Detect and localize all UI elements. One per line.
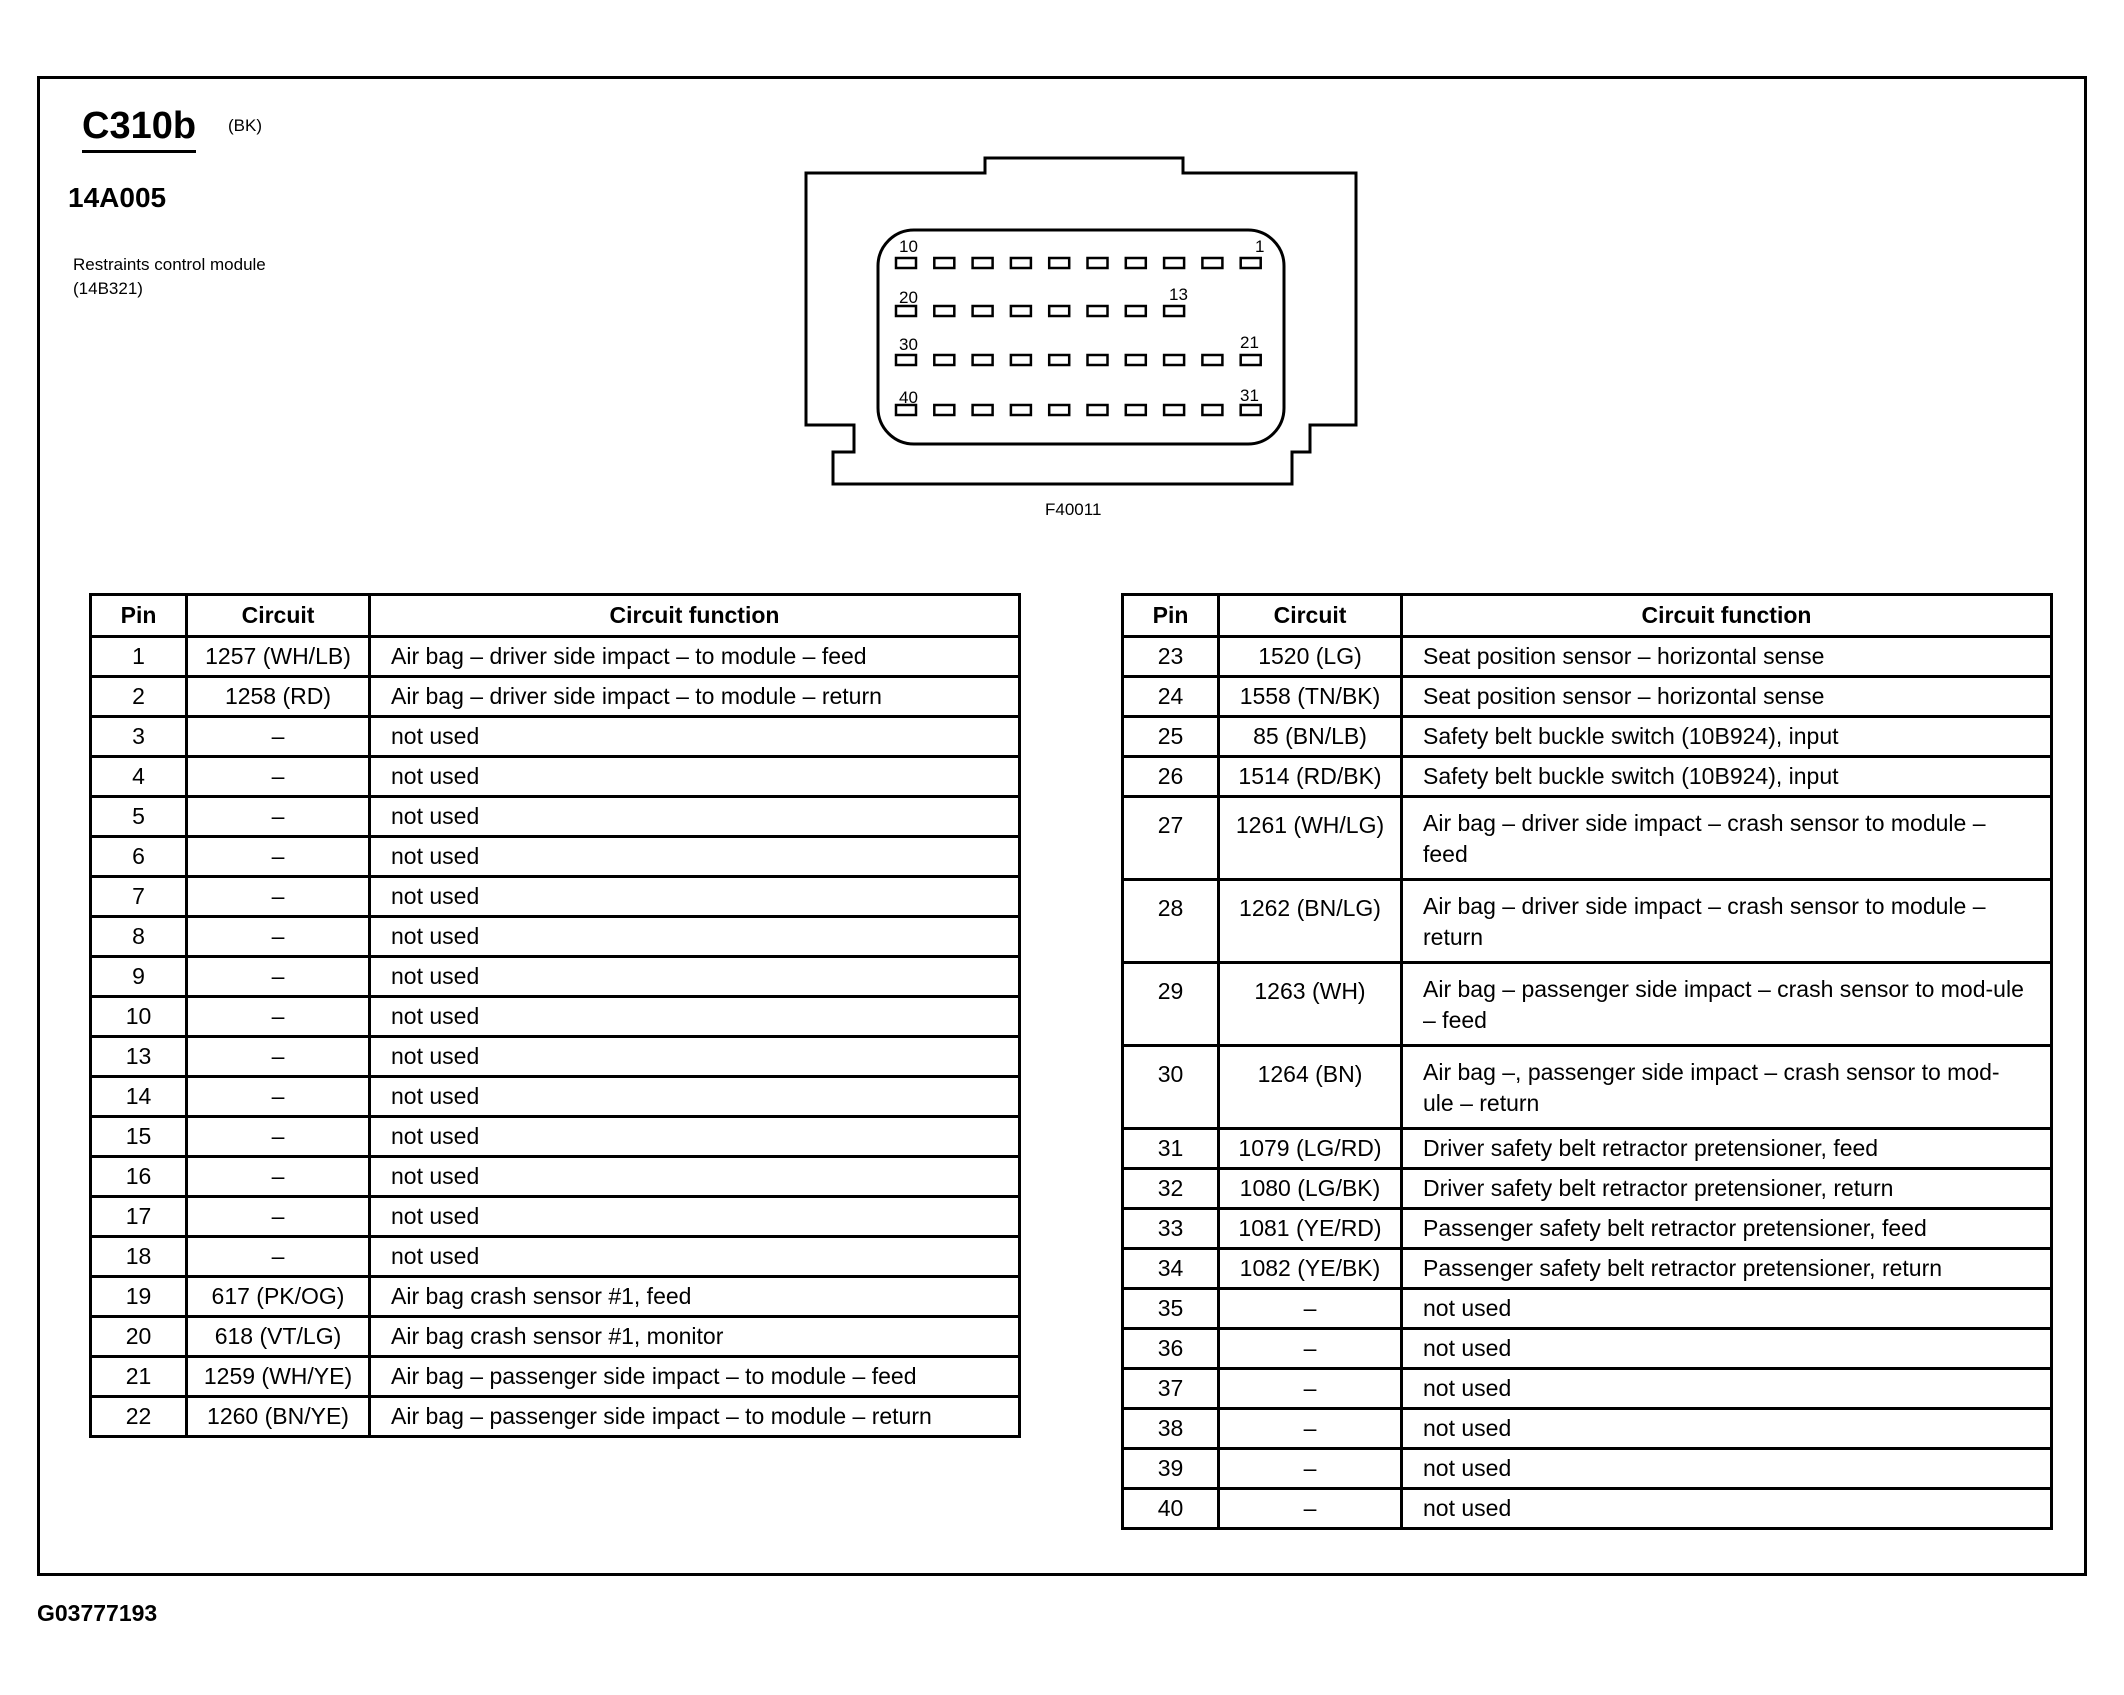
pin-cell: 18: [91, 1237, 187, 1277]
pin-terminal: [1011, 405, 1031, 415]
pin-cell: 28: [1123, 880, 1219, 963]
connector-name: C310b: [82, 104, 196, 153]
function-cell: not used: [370, 797, 1020, 837]
function-cell: Air bag – passenger side impact – to module – feed: [370, 1357, 1020, 1397]
table-row: [91, 1317, 1020, 1357]
table-header-row: [91, 595, 1020, 637]
pin-terminal: [1241, 405, 1261, 415]
circuit-cell: 1257 (WH/LB): [187, 637, 370, 677]
row-label-right: 31: [1240, 386, 1259, 405]
table-row: [91, 797, 1020, 837]
pin-terminal: [934, 355, 954, 365]
table-row: [1123, 1489, 2052, 1529]
table-row: [1123, 677, 2052, 717]
function-cell: not used: [1402, 1489, 2052, 1529]
circuit-cell: 1079 (LG/RD): [1219, 1129, 1402, 1169]
table-row: [91, 1037, 1020, 1077]
circuit-cell: 1264 (BN): [1219, 1046, 1402, 1129]
pin-cell: 6: [91, 837, 187, 877]
pin-terminal: [973, 355, 993, 365]
pin-terminal: [1164, 355, 1184, 365]
module-description: Restraints control module (14B321): [73, 255, 266, 298]
pin-terminals: [896, 258, 1261, 415]
pin-cell: 2: [91, 677, 187, 717]
table-row: [91, 637, 1020, 677]
pin-cell: 35: [1123, 1289, 1219, 1329]
header-function: Circuit function: [370, 595, 1020, 637]
pin-terminal: [1049, 258, 1069, 268]
circuit-cell: –: [1219, 1289, 1402, 1329]
function-cell: Air bag – driver side impact – crash sensor to module – feed: [1402, 797, 2052, 880]
pin-terminal: [1088, 258, 1108, 268]
pin-terminal: [973, 258, 993, 268]
table-row: [91, 1197, 1020, 1237]
pin-terminal: [973, 405, 993, 415]
circuit-cell: –: [187, 957, 370, 997]
table-row: [1123, 963, 2052, 1046]
function-cell: not used: [1402, 1289, 2052, 1329]
table-row: [1123, 1209, 2052, 1249]
header-pin: Pin: [91, 595, 187, 637]
pin-cell: 13: [91, 1037, 187, 1077]
table-row: [91, 877, 1020, 917]
function-cell: Passenger safety belt retractor pretensioner, return: [1402, 1249, 2052, 1289]
function-cell: not used: [1402, 1409, 2052, 1449]
pin-cell: 27: [1123, 797, 1219, 880]
pin-cell: 19: [91, 1277, 187, 1317]
pin-terminal: [1241, 258, 1261, 268]
pin-cell: 36: [1123, 1329, 1219, 1369]
row-label-left: 40: [899, 388, 918, 407]
circuit-cell: –: [187, 1077, 370, 1117]
table-row: [91, 717, 1020, 757]
pin-cell: 32: [1123, 1169, 1219, 1209]
pin-terminal: [1011, 355, 1031, 365]
pin-terminal: [1049, 355, 1069, 365]
pin-cell: 38: [1123, 1409, 1219, 1449]
row-label-right: 13: [1169, 285, 1188, 304]
pin-cell: 15: [91, 1117, 187, 1157]
function-cell: Air bag – passenger side impact – to module – return: [370, 1397, 1020, 1437]
circuit-cell: 1263 (WH): [1219, 963, 1402, 1046]
pin-terminal: [1164, 306, 1184, 316]
circuit-cell: 85 (BN/LB): [1219, 717, 1402, 757]
table-row: [91, 1077, 1020, 1117]
circuit-cell: –: [1219, 1449, 1402, 1489]
header-function: Circuit function: [1402, 595, 2052, 637]
circuit-cell: 1259 (WH/YE): [187, 1357, 370, 1397]
function-cell: Air bag – driver side impact – to module – feed: [370, 637, 1020, 677]
function-cell: not used: [370, 1037, 1020, 1077]
circuit-cell: 1261 (WH/LG): [1219, 797, 1402, 880]
circuit-cell: 618 (VT/LG): [187, 1317, 370, 1357]
table-row: [91, 1237, 1020, 1277]
circuit-cell: –: [1219, 1409, 1402, 1449]
pin-terminal: [934, 405, 954, 415]
pin-terminal: [1126, 355, 1146, 365]
circuit-cell: 1262 (BN/LG): [1219, 880, 1402, 963]
pin-terminal: [1126, 306, 1146, 316]
pin-cell: 37: [1123, 1369, 1219, 1409]
pin-cell: 21: [91, 1357, 187, 1397]
pin-cell: 5: [91, 797, 187, 837]
function-cell: Passenger safety belt retractor pretensioner, feed: [1402, 1209, 2052, 1249]
function-cell: not used: [370, 877, 1020, 917]
table-row: [91, 997, 1020, 1037]
pin-terminal: [1011, 306, 1031, 316]
circuit-cell: 1258 (RD): [187, 677, 370, 717]
table-row: [91, 837, 1020, 877]
circuit-cell: 1080 (LG/BK): [1219, 1169, 1402, 1209]
pin-cell: 10: [91, 997, 187, 1037]
table-row: [91, 1117, 1020, 1157]
pin-cell: 14: [91, 1077, 187, 1117]
pin-cell: 26: [1123, 757, 1219, 797]
table-row: [91, 1357, 1020, 1397]
function-cell: Air bag – driver side impact – to module – return: [370, 677, 1020, 717]
table-row: [91, 757, 1020, 797]
pin-cell: 9: [91, 957, 187, 997]
table-row: [1123, 1249, 2052, 1289]
table-row: [91, 917, 1020, 957]
row-label-left: 30: [899, 335, 918, 354]
pin-cell: 8: [91, 917, 187, 957]
function-cell: Safety belt buckle switch (10B924), input: [1402, 717, 2052, 757]
circuit-cell: –: [187, 917, 370, 957]
function-cell: not used: [370, 957, 1020, 997]
pin-terminal: [934, 306, 954, 316]
circuit-cell: 1260 (BN/YE): [187, 1397, 370, 1437]
circuit-cell: –: [187, 1037, 370, 1077]
pin-cell: 1: [91, 637, 187, 677]
function-cell: not used: [370, 917, 1020, 957]
pin-cell: 7: [91, 877, 187, 917]
header-circuit: Circuit: [1219, 595, 1402, 637]
table-row: [1123, 1449, 2052, 1489]
circuit-cell: –: [187, 1197, 370, 1237]
pin-cell: 17: [91, 1197, 187, 1237]
table-row: [1123, 880, 2052, 963]
row-label-right: 21: [1240, 333, 1259, 352]
function-cell: Air bag – driver side impact – crash sensor to module – return: [1402, 880, 2052, 963]
table-row: [1123, 1369, 2052, 1409]
circuit-cell: –: [187, 997, 370, 1037]
table-row: [91, 677, 1020, 717]
pin-terminal: [1241, 355, 1261, 365]
pin-terminal: [1202, 355, 1222, 365]
header-circuit: Circuit: [187, 595, 370, 637]
circuit-cell: –: [1219, 1489, 1402, 1529]
table-row: [1123, 797, 2052, 880]
row-label-left: 20: [899, 288, 918, 307]
pin-terminal: [1164, 258, 1184, 268]
row-label-right: 1: [1255, 237, 1265, 256]
table-row: [91, 1397, 1020, 1437]
function-cell: Air bag crash sensor #1, feed: [370, 1277, 1020, 1317]
pin-cell: 40: [1123, 1489, 1219, 1529]
function-cell: Seat position sensor – horizontal sense: [1402, 677, 2052, 717]
pin-terminal: [1011, 258, 1031, 268]
function-cell: not used: [1402, 1329, 2052, 1369]
pin-terminal: [1088, 306, 1108, 316]
pin-terminal: [1126, 405, 1146, 415]
pin-terminal: [973, 306, 993, 316]
pin-terminal: [1088, 355, 1108, 365]
function-cell: Driver safety belt retractor pretensioner, feed: [1402, 1129, 2052, 1169]
table-row: [1123, 1169, 2052, 1209]
circuit-cell: –: [1219, 1369, 1402, 1409]
function-cell: not used: [370, 1197, 1020, 1237]
pin-cell: 24: [1123, 677, 1219, 717]
table-row: [1123, 1046, 2052, 1129]
table-row: [1123, 717, 2052, 757]
pin-terminal: [1049, 306, 1069, 316]
circuit-cell: 1558 (TN/BK): [1219, 677, 1402, 717]
function-cell: not used: [370, 1237, 1020, 1277]
pin-cell: 31: [1123, 1129, 1219, 1169]
table-header-row: [1123, 595, 2052, 637]
table-row: [1123, 1409, 2052, 1449]
circuit-cell: –: [1219, 1329, 1402, 1369]
function-cell: Air bag –, passenger side impact – crash sensor to mod-ule – return: [1402, 1046, 2052, 1129]
circuit-cell: 1520 (LG): [1219, 637, 1402, 677]
connector-face-diagram: [0, 0, 2124, 560]
pin-cell: 39: [1123, 1449, 1219, 1489]
table-row: [1123, 1329, 2052, 1369]
pin-terminal: [896, 258, 916, 268]
function-cell: not used: [370, 757, 1020, 797]
pin-terminal: [934, 258, 954, 268]
pin-cell: 30: [1123, 1046, 1219, 1129]
function-cell: not used: [370, 1157, 1020, 1197]
function-cell: Seat position sensor – horizontal sense: [1402, 637, 2052, 677]
table-row: [91, 1157, 1020, 1197]
pin-cell: 20: [91, 1317, 187, 1357]
pin-cell: 22: [91, 1397, 187, 1437]
circuit-cell: 1081 (YE/RD): [1219, 1209, 1402, 1249]
header-pin: Pin: [1123, 595, 1219, 637]
circuit-cell: 1514 (RD/BK): [1219, 757, 1402, 797]
circuit-cell: –: [187, 1237, 370, 1277]
row-label-left: 10: [899, 237, 918, 256]
pin-terminal: [1164, 405, 1184, 415]
circuit-cell: –: [187, 877, 370, 917]
connector-color: (BK): [228, 116, 262, 135]
pin-terminal: [1088, 405, 1108, 415]
circuit-cell: 617 (PK/OG): [187, 1277, 370, 1317]
pin-terminal: [1126, 258, 1146, 268]
table-row: [91, 1277, 1020, 1317]
document-code: G03777193: [37, 1600, 158, 1626]
pin-cell: 33: [1123, 1209, 1219, 1249]
pin-table-left: [89, 593, 1021, 1438]
table-row: [1123, 637, 2052, 677]
circuit-cell: –: [187, 1157, 370, 1197]
function-cell: not used: [1402, 1449, 2052, 1489]
pin-terminal: [896, 355, 916, 365]
function-cell: not used: [370, 1117, 1020, 1157]
circuit-cell: –: [187, 1117, 370, 1157]
table-row: [1123, 1289, 2052, 1329]
pin-terminal: [1202, 258, 1222, 268]
pin-terminal: [1202, 405, 1222, 415]
function-cell: Safety belt buckle switch (10B924), input: [1402, 757, 2052, 797]
pin-cell: 23: [1123, 637, 1219, 677]
pin-cell: 29: [1123, 963, 1219, 1046]
function-cell: not used: [370, 837, 1020, 877]
pin-table-right: [1121, 593, 2053, 1530]
table-row: [1123, 1129, 2052, 1169]
function-cell: not used: [370, 1077, 1020, 1117]
function-cell: not used: [1402, 1369, 2052, 1409]
pin-cell: 4: [91, 757, 187, 797]
pin-cell: 25: [1123, 717, 1219, 757]
circuit-cell: 1082 (YE/BK): [1219, 1249, 1402, 1289]
function-cell: Air bag – passenger side impact – crash sensor to mod-ule – feed: [1402, 963, 2052, 1046]
function-cell: Air bag crash sensor #1, monitor: [370, 1317, 1020, 1357]
function-cell: Driver safety belt retractor pretensioner, return: [1402, 1169, 2052, 1209]
part-number: 14A005: [68, 182, 167, 213]
circuit-cell: –: [187, 837, 370, 877]
figure-code: F40011: [1045, 500, 1102, 519]
pin-cell: 16: [91, 1157, 187, 1197]
circuit-cell: –: [187, 717, 370, 757]
table-row: [91, 957, 1020, 997]
pin-cell: 3: [91, 717, 187, 757]
circuit-cell: –: [187, 757, 370, 797]
function-cell: not used: [370, 717, 1020, 757]
pin-cell: 34: [1123, 1249, 1219, 1289]
circuit-cell: –: [187, 797, 370, 837]
pin-terminal: [896, 306, 916, 316]
table-row: [1123, 757, 2052, 797]
function-cell: not used: [370, 997, 1020, 1037]
pin-terminal: [1049, 405, 1069, 415]
